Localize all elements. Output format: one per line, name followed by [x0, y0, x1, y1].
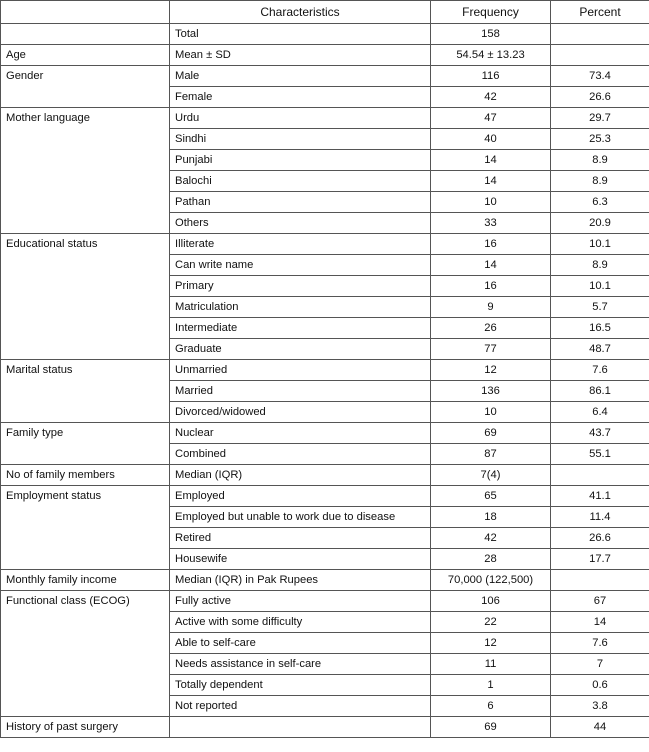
percent-value [551, 45, 649, 66]
level-label: Punjabi [170, 150, 431, 171]
header-frequency: Frequency [431, 1, 551, 24]
frequency-value: 7(4) [431, 465, 551, 486]
level-label: Employed but unable to work due to disease [170, 507, 431, 528]
frequency-value: 11 [431, 654, 551, 675]
frequency-value: 116 [431, 66, 551, 87]
percent-value: 17.7 [551, 549, 649, 570]
frequency-value: 1 [431, 675, 551, 696]
percent-value: 26.6 [551, 528, 649, 549]
percent-value: 10.1 [551, 276, 649, 297]
percent-value: 6.3 [551, 192, 649, 213]
frequency-value: 16 [431, 276, 551, 297]
level-label: Median (IQR) [170, 465, 431, 486]
percent-value: 14 [551, 612, 649, 633]
percent-value: 0.6 [551, 675, 649, 696]
frequency-value: 77 [431, 339, 551, 360]
level-label: Retired [170, 528, 431, 549]
frequency-value: 70,000 (122,500) [431, 570, 551, 591]
frequency-value: 42 [431, 528, 551, 549]
category-label: Age [1, 45, 170, 66]
frequency-value: 16 [431, 234, 551, 255]
frequency-value: 136 [431, 381, 551, 402]
table-row [1, 591, 649, 612]
percent-value: 7.6 [551, 633, 649, 654]
percent-value: 11.4 [551, 507, 649, 528]
percent-value: 5.7 [551, 297, 649, 318]
percent-value: 7.6 [551, 360, 649, 381]
header-row [1, 1, 649, 24]
table-row [1, 360, 649, 381]
level-label [170, 717, 431, 738]
level-label: Total [170, 24, 431, 45]
level-label: Can write name [170, 255, 431, 276]
table-row [1, 486, 649, 507]
table-row [1, 45, 649, 66]
percent-value: 8.9 [551, 171, 649, 192]
percent-value: 41.1 [551, 486, 649, 507]
level-label: Pathan [170, 192, 431, 213]
header-blank [1, 1, 170, 24]
table-header [1, 1, 649, 24]
frequency-value: 54.54 ± 13.23 [431, 45, 551, 66]
level-label: Active with some difficulty [170, 612, 431, 633]
level-label: Married [170, 381, 431, 402]
level-label: Divorced/widowed [170, 402, 431, 423]
level-label: Graduate [170, 339, 431, 360]
level-label: Intermediate [170, 318, 431, 339]
percent-value: 6.4 [551, 402, 649, 423]
header-characteristics: Characteristics [170, 1, 431, 24]
frequency-value: 87 [431, 444, 551, 465]
frequency-value: 14 [431, 255, 551, 276]
percent-value: 20.9 [551, 213, 649, 234]
category-label: Educational status [1, 234, 170, 360]
level-label: Totally dependent [170, 675, 431, 696]
table-body [1, 24, 649, 738]
frequency-value: 22 [431, 612, 551, 633]
category-label: Employment status [1, 486, 170, 570]
frequency-value: 69 [431, 717, 551, 738]
level-label: Balochi [170, 171, 431, 192]
table-row [1, 24, 649, 45]
category-label: Mother language [1, 108, 170, 234]
frequency-value: 40 [431, 129, 551, 150]
percent-value [551, 24, 649, 45]
level-label: Combined [170, 444, 431, 465]
percent-value: 67 [551, 591, 649, 612]
percent-value: 7 [551, 654, 649, 675]
table-row [1, 108, 649, 129]
level-label: Illiterate [170, 234, 431, 255]
category-label: History of past surgery [1, 717, 170, 738]
level-label: Unmarried [170, 360, 431, 381]
frequency-value: 42 [431, 87, 551, 108]
level-label: Primary [170, 276, 431, 297]
level-label: Nuclear [170, 423, 431, 444]
frequency-value: 158 [431, 24, 551, 45]
frequency-value: 12 [431, 633, 551, 654]
percent-value: 73.4 [551, 66, 649, 87]
level-label: Not reported [170, 696, 431, 717]
frequency-value: 47 [431, 108, 551, 129]
percent-value: 3.8 [551, 696, 649, 717]
percent-value: 29.7 [551, 108, 649, 129]
frequency-value: 33 [431, 213, 551, 234]
percent-value: 86.1 [551, 381, 649, 402]
frequency-value: 18 [431, 507, 551, 528]
frequency-value: 12 [431, 360, 551, 381]
percent-value: 8.9 [551, 150, 649, 171]
table-row [1, 66, 649, 87]
frequency-value: 26 [431, 318, 551, 339]
percent-value: 25.3 [551, 129, 649, 150]
level-label: Able to self-care [170, 633, 431, 654]
frequency-value: 14 [431, 150, 551, 171]
frequency-value: 14 [431, 171, 551, 192]
level-label: Matriculation [170, 297, 431, 318]
percent-value: 44 [551, 717, 649, 738]
category-label: Monthly family income [1, 570, 170, 591]
percent-value: 26.6 [551, 87, 649, 108]
frequency-value: 6 [431, 696, 551, 717]
level-label: Urdu [170, 108, 431, 129]
level-label: Mean ± SD [170, 45, 431, 66]
category-label: Marital status [1, 360, 170, 423]
category-label [1, 24, 170, 45]
level-label: Fully active [170, 591, 431, 612]
percent-value: 55.1 [551, 444, 649, 465]
level-label: Housewife [170, 549, 431, 570]
table-row [1, 423, 649, 444]
level-label: Median (IQR) in Pak Rupees [170, 570, 431, 591]
table-row [1, 570, 649, 591]
percent-value [551, 570, 649, 591]
table-row [1, 234, 649, 255]
percent-value: 48.7 [551, 339, 649, 360]
header-percent: Percent [551, 1, 649, 24]
level-label: Male [170, 66, 431, 87]
category-label: Gender [1, 66, 170, 108]
frequency-value: 28 [431, 549, 551, 570]
percent-value: 8.9 [551, 255, 649, 276]
percent-value [551, 465, 649, 486]
frequency-value: 10 [431, 402, 551, 423]
level-label: Needs assistance in self-care [170, 654, 431, 675]
category-label: Family type [1, 423, 170, 465]
table-row [1, 465, 649, 486]
frequency-value: 69 [431, 423, 551, 444]
category-label: No of family members [1, 465, 170, 486]
percent-value: 10.1 [551, 234, 649, 255]
frequency-value: 10 [431, 192, 551, 213]
percent-value: 16.5 [551, 318, 649, 339]
percent-value: 43.7 [551, 423, 649, 444]
frequency-value: 9 [431, 297, 551, 318]
level-label: Others [170, 213, 431, 234]
frequency-value: 65 [431, 486, 551, 507]
frequency-value: 106 [431, 591, 551, 612]
level-label: Sindhi [170, 129, 431, 150]
level-label: Employed [170, 486, 431, 507]
table-row [1, 717, 649, 738]
level-label: Female [170, 87, 431, 108]
category-label: Functional class (ECOG) [1, 591, 170, 717]
